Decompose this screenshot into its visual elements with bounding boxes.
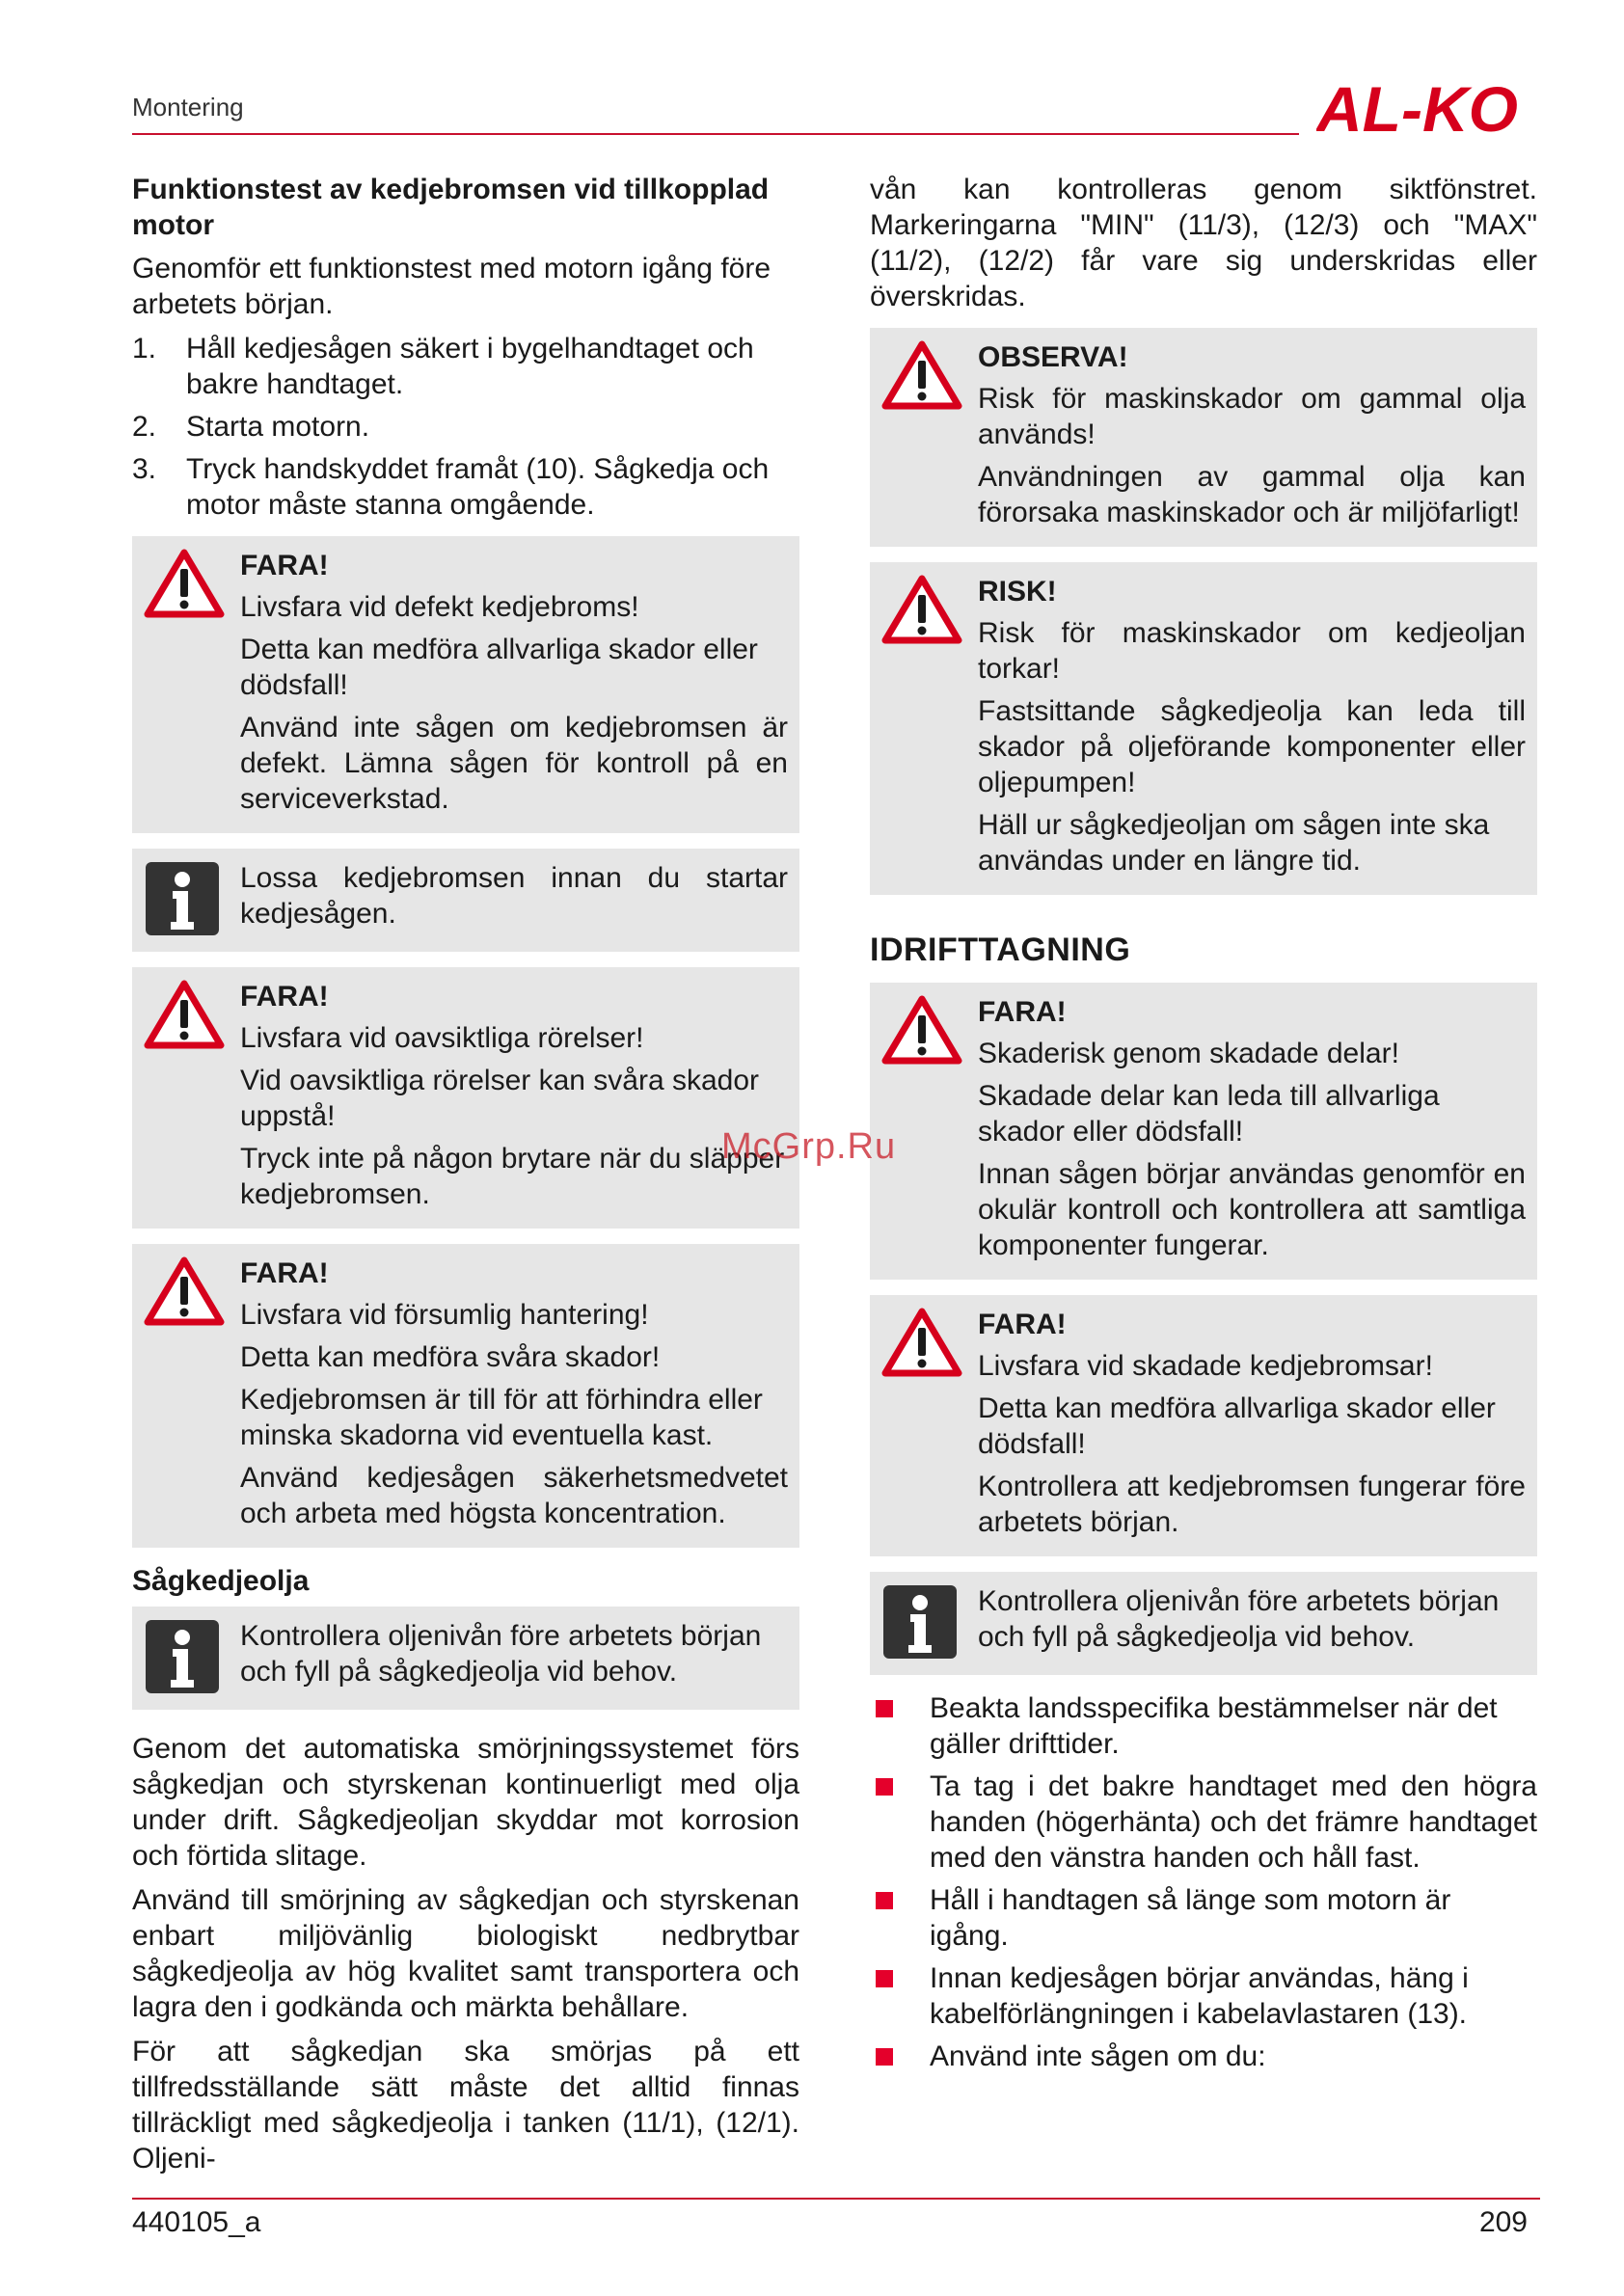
danger-text: Skadade delar kan leda till allvarliga skador eller dödsfall! bbox=[978, 1080, 1440, 1148]
danger-text: Detta kan medföra allvarliga skador eller dödsfall! bbox=[978, 1392, 1496, 1460]
left-column bbox=[132, 172, 799, 2185]
bullet-square-icon bbox=[876, 2048, 893, 2066]
caution-text: Användningen av gammal olja kan förorsaka maskinskador och är miljöfarligt! bbox=[978, 461, 1526, 528]
risk-text: Risk för maskinskador om kedjeoljan torkar! bbox=[978, 617, 1526, 685]
danger-text: Livsfara vid skadade kedjebromsar! bbox=[978, 1350, 1433, 1382]
danger-title: FARA! bbox=[240, 981, 329, 1013]
warning-triangle-icon bbox=[881, 339, 962, 411]
body-paragraph: För att sågkedjan ska smörjas på ett tillfredsställande sätt måste det alltid finnas tillräckligt med sågkedjeolja i tanken (11/1), (12/1). Oljeni- bbox=[132, 2036, 799, 2174]
oil-heading: Sågkedjeolja bbox=[132, 1565, 310, 1597]
info-icon bbox=[144, 1618, 221, 1695]
danger-title: FARA! bbox=[978, 1309, 1067, 1340]
section-heading: IDRIFTTAGNING bbox=[870, 932, 1131, 968]
warning-triangle-icon bbox=[881, 574, 962, 645]
list-item: 1. Håll kedjesågen säkert i bygelhandtaget och bakre handtaget. bbox=[132, 333, 754, 400]
danger-title: FARA! bbox=[240, 550, 329, 581]
warning-triangle-icon bbox=[144, 979, 225, 1050]
info-text: Kontrollera oljenivån före arbetets början och fyll på sågkedjeolja vid behov. bbox=[978, 1585, 1500, 1653]
list-item: Använd inte sågen om du: bbox=[870, 2039, 1537, 2074]
danger-text: Livsfara vid defekt kedjebroms! bbox=[240, 591, 639, 623]
steps-list bbox=[132, 331, 799, 523]
footer-rule bbox=[132, 2198, 1540, 2200]
info-box bbox=[132, 1607, 799, 1710]
watermark: McGrp.Ru bbox=[721, 1126, 897, 1167]
body-paragraph: Genom det automatiska smörjningssystemet förs sågkedjan och styrskenan kontinuerligt med olja under drift. Sågkedjeoljan skyddar mot korrosion och förtida slitage. bbox=[132, 1733, 799, 1872]
caution-title: OBSERVA! bbox=[978, 341, 1128, 373]
intro-paragraph: Genomför ett funktionstest med motorn igång före arbetets början. bbox=[132, 253, 771, 320]
danger-text: Kedjebromsen är till för att förhindra eller minska skadorna vid eventuella kast. bbox=[240, 1384, 763, 1451]
bullet-square-icon bbox=[876, 1892, 893, 1909]
body-paragraph: Använd till smörjning av sågkedjan och styrskenan enbart miljövänlig biologiskt nedbrytbar sågkedjeolja av hög kvalitet samt transportera och lagra den i godkända och märkta behållare. bbox=[132, 1884, 799, 2023]
bullet-square-icon bbox=[876, 1778, 893, 1796]
page-number: 209 bbox=[1478, 2206, 1528, 2238]
danger-title: FARA! bbox=[978, 996, 1067, 1028]
list-item: 3. Tryck handskyddet framåt (10). Sågkedja och motor måste stanna omgående. bbox=[132, 453, 770, 521]
bullet-list bbox=[870, 1690, 1537, 2074]
danger-text: Livsfara vid försumlig hantering! bbox=[240, 1299, 649, 1331]
warning-triangle-icon bbox=[881, 1307, 962, 1378]
danger-text: Detta kan medföra svåra skador! bbox=[240, 1341, 661, 1373]
danger-text: Skaderisk genom skadade delar! bbox=[978, 1038, 1399, 1069]
list-item: Ta tag i det bakre handtaget med den högra handen (högerhänta) och det främre handtaget med den vänstra handen och håll fast. bbox=[870, 1769, 1537, 1876]
right-column bbox=[870, 172, 1537, 2081]
danger-box bbox=[132, 536, 799, 833]
info-text: Kontrollera oljenivån före arbetets början och fyll på sågkedjeolja vid behov. bbox=[240, 1620, 762, 1688]
info-box bbox=[870, 1572, 1537, 1675]
list-item: 2. Starta motorn. bbox=[132, 411, 370, 443]
danger-text: Kontrollera att kedjebromsen fungerar före arbetets början. bbox=[978, 1471, 1526, 1538]
function-test-heading: Funktionstest av kedjebromsen vid tillkopplad motor bbox=[132, 174, 770, 241]
bullet-square-icon bbox=[876, 1970, 893, 1987]
danger-box bbox=[132, 967, 799, 1229]
danger-box bbox=[870, 1295, 1537, 1556]
danger-text: Tryck inte på någon brytare när du släpper kedjebromsen. bbox=[240, 1143, 785, 1210]
list-item: Håll i handtagen så länge som motorn är igång. bbox=[870, 1882, 1537, 1954]
danger-title: FARA! bbox=[240, 1257, 329, 1289]
warning-triangle-icon bbox=[144, 548, 225, 619]
caution-box bbox=[870, 328, 1537, 547]
list-item: Beakta landsspecifika bestämmelser när det gäller drifttider. bbox=[870, 1690, 1537, 1762]
info-icon bbox=[881, 1583, 959, 1661]
risk-text: Fastsittande sågkedjeolja kan leda till skador på oljeförande komponenter eller oljepumpen! bbox=[978, 695, 1526, 798]
danger-box bbox=[870, 983, 1537, 1280]
warning-triangle-icon bbox=[144, 1256, 225, 1327]
danger-box bbox=[132, 1244, 799, 1548]
svg-text:AL-KO: AL-KO bbox=[1316, 77, 1518, 139]
header-rule bbox=[132, 133, 1299, 135]
danger-text: Detta kan medföra allvarliga skador eller dödsfall! bbox=[240, 634, 758, 701]
info-text: Lossa kedjebromsen innan du startar kedjesågen. bbox=[240, 862, 788, 930]
brand-logo bbox=[1316, 77, 1543, 139]
list-item: Innan kedjesågen börjar användas, häng i kabelförlängningen i kabelavlastaren (13). bbox=[870, 1960, 1537, 2032]
danger-text: Använd inte sågen om kedjebromsen är defekt. Lämna sågen för kontroll på en serviceverkstad. bbox=[240, 712, 788, 815]
risk-title: RISK! bbox=[978, 576, 1057, 608]
info-box bbox=[132, 849, 799, 952]
warning-triangle-icon bbox=[881, 994, 962, 1066]
risk-text: Häll ur sågkedjeoljan om sågen inte ska användas under en längre tid. bbox=[978, 809, 1490, 877]
caution-text: Risk för maskinskador om gammal olja används! bbox=[978, 383, 1526, 450]
danger-text: Vid oavsiktliga rörelser kan svåra skador uppstå! bbox=[240, 1065, 760, 1132]
body-paragraph: vån kan kontrolleras genom siktfönstret. Markeringarna "MIN" (11/3), (12/3) och "MAX" (11/2), (12/2) får vare sig underskridas eller överskridas. bbox=[870, 174, 1537, 312]
bullet-square-icon bbox=[876, 1700, 893, 1717]
document-id: 440105_a bbox=[132, 2206, 261, 2238]
info-icon bbox=[144, 860, 221, 937]
danger-text: Livsfara vid oavsiktliga rörelser! bbox=[240, 1022, 644, 1054]
risk-box bbox=[870, 562, 1537, 895]
danger-text: Använd kedjesågen säkerhetsmedvetet och arbeta med högsta koncentration. bbox=[240, 1462, 788, 1529]
danger-text: Innan sågen börjar användas genomför en okulär kontroll och kontrollera att samtliga komponenter fungerar. bbox=[978, 1158, 1526, 1261]
page-section-label: Montering bbox=[132, 93, 244, 122]
